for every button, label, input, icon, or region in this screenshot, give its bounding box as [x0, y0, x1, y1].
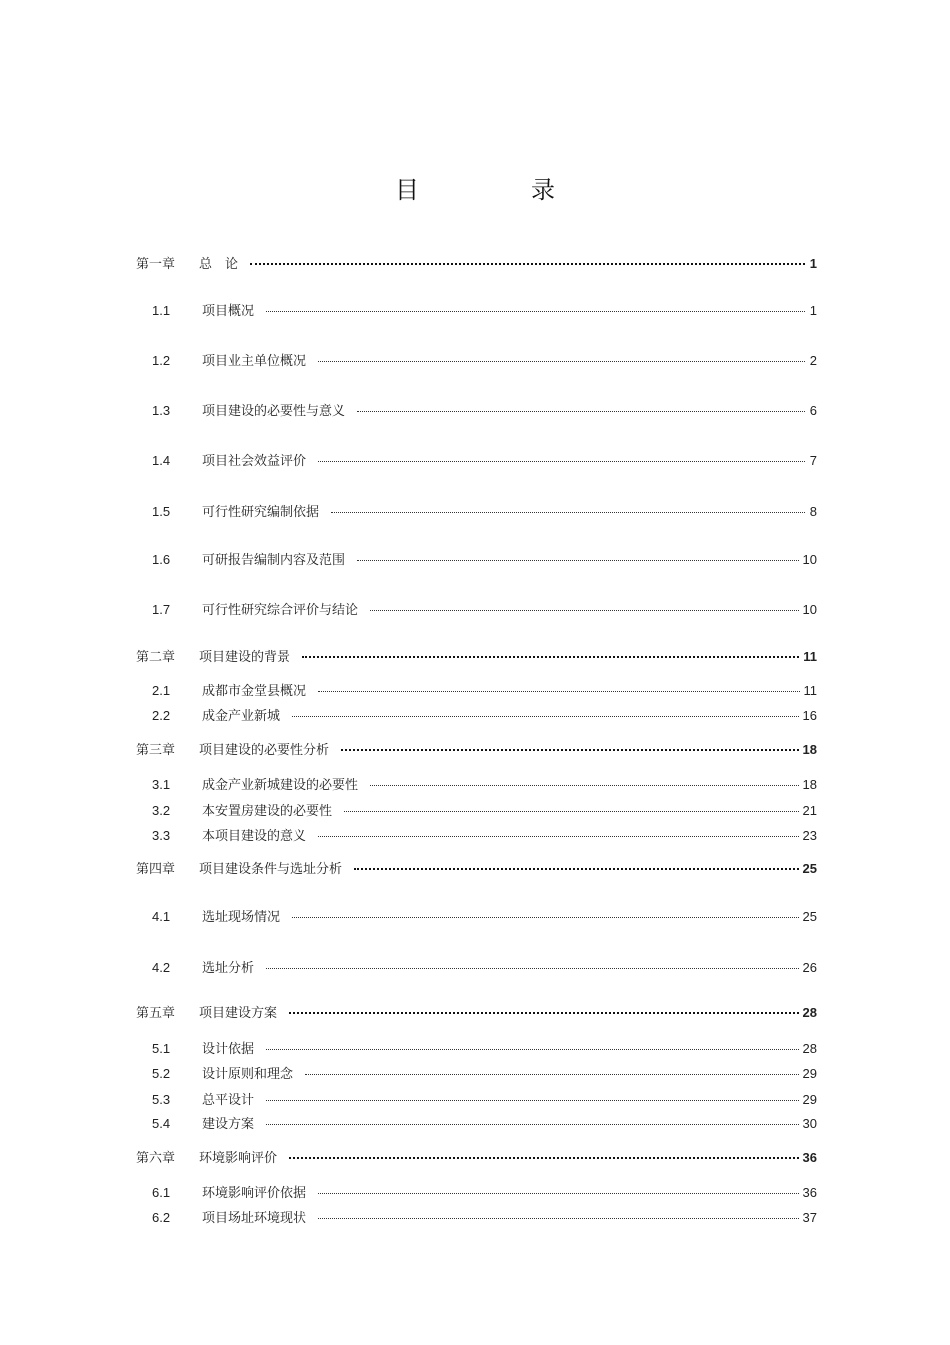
- dot-leader: [302, 656, 799, 658]
- toc-title: 项目建设方案: [199, 1006, 278, 1021]
- dot-leader: [318, 461, 805, 462]
- toc-page: 28: [802, 1041, 817, 1056]
- toc-number: 1.2: [152, 353, 171, 368]
- toc-title: 选址现场情况: [202, 910, 281, 925]
- toc-section[interactable]: [152, 776, 817, 794]
- toc-title: 本项目建设的意义: [202, 829, 307, 844]
- toc-page: 25: [802, 909, 817, 924]
- toc-page: 16: [802, 708, 817, 723]
- toc-chapter[interactable]: [136, 860, 817, 878]
- dot-leader: [370, 785, 799, 786]
- toc-title: 设计原则和理念: [202, 1067, 294, 1082]
- toc-section[interactable]: [152, 1065, 817, 1083]
- toc-number: 第六章: [136, 1151, 176, 1166]
- toc-number: 1.6: [152, 552, 171, 567]
- toc-number: 第三章: [136, 743, 176, 758]
- toc-chapter[interactable]: [136, 1004, 817, 1022]
- dot-leader: [266, 1100, 799, 1101]
- toc-number: 3.2: [152, 803, 171, 818]
- toc-page: 25: [802, 861, 817, 876]
- toc-section[interactable]: [152, 959, 817, 977]
- toc-number: 1.1: [152, 303, 171, 318]
- toc-page: 30: [802, 1116, 817, 1131]
- dot-leader: [305, 1074, 799, 1075]
- toc-number: 2.1: [152, 683, 171, 698]
- toc-number: 第一章: [136, 257, 176, 272]
- toc-section[interactable]: [152, 1091, 817, 1109]
- toc-number: 1.3: [152, 403, 171, 418]
- toc-title: 可行性研究编制依据: [202, 505, 320, 520]
- toc-section[interactable]: [152, 908, 817, 926]
- toc-title: 成都市金堂县概况: [202, 684, 307, 699]
- toc-number: 6.1: [152, 1185, 171, 1200]
- toc-page: 28: [802, 1005, 817, 1020]
- toc-number: 5.1: [152, 1041, 171, 1056]
- toc-section[interactable]: [152, 1184, 817, 1202]
- toc-title: 建设方案: [202, 1117, 255, 1132]
- toc-title: 成金产业新城建设的必要性: [202, 778, 359, 793]
- toc-number: 5.2: [152, 1066, 171, 1081]
- toc-section[interactable]: [152, 1040, 817, 1058]
- toc-page: 36: [802, 1185, 817, 1200]
- toc-title: 总平设计: [202, 1093, 255, 1108]
- dot-leader: [250, 263, 805, 265]
- dot-leader: [292, 716, 799, 717]
- toc-page: 29: [802, 1092, 817, 1107]
- dot-leader: [266, 1049, 799, 1050]
- toc-number: 2.2: [152, 708, 171, 723]
- toc-title: 环境影响评价: [199, 1151, 278, 1166]
- toc-title: 选址分析: [202, 961, 255, 976]
- toc-section[interactable]: [152, 452, 817, 470]
- dot-leader: [318, 691, 799, 692]
- toc-section[interactable]: [152, 503, 817, 521]
- dot-leader: [292, 917, 799, 918]
- toc-page: 10: [802, 602, 817, 617]
- toc-section[interactable]: [152, 827, 817, 845]
- toc-section[interactable]: [152, 707, 817, 725]
- toc-title: 项目建设的必要性与意义: [202, 404, 346, 419]
- toc-page: 2: [809, 353, 817, 368]
- toc-title: 项目建设的背景: [199, 650, 291, 665]
- toc-section[interactable]: [152, 802, 817, 820]
- toc-number: 1.4: [152, 453, 171, 468]
- toc-title: 成金产业新城: [202, 709, 281, 724]
- dot-leader: [341, 749, 799, 751]
- dot-leader: [354, 868, 799, 870]
- toc-section[interactable]: [152, 1209, 817, 1227]
- toc-number: 3.3: [152, 828, 171, 843]
- toc-title: 可行性研究综合评价与结论: [202, 603, 359, 618]
- toc-page: 36: [802, 1150, 817, 1165]
- dot-leader: [318, 1193, 799, 1194]
- toc-title: 可研报告编制内容及范围: [202, 553, 346, 568]
- toc-page: 1: [809, 303, 817, 318]
- toc-title: 项目社会效益评价: [202, 454, 307, 469]
- toc-number: 第二章: [136, 650, 176, 665]
- dot-leader: [289, 1157, 799, 1159]
- toc-page: 18: [802, 777, 817, 792]
- dot-leader: [266, 311, 805, 312]
- dot-leader: [357, 560, 799, 561]
- toc-page: 10: [802, 552, 817, 567]
- toc-page: 18: [802, 742, 817, 757]
- toc-page: 21: [802, 803, 817, 818]
- dot-leader: [318, 361, 805, 362]
- toc-number: 4.1: [152, 909, 171, 924]
- toc-page: 37: [802, 1210, 817, 1225]
- page-title: 目 录: [395, 176, 599, 204]
- dot-leader: [357, 411, 805, 412]
- toc-number: 5.3: [152, 1092, 171, 1107]
- toc-page: 8: [809, 504, 817, 519]
- toc-title: 项目业主单位概况: [202, 354, 307, 369]
- dot-leader: [266, 968, 799, 969]
- toc-number: 1.7: [152, 602, 171, 617]
- toc-section[interactable]: [152, 402, 817, 420]
- dot-leader: [344, 811, 799, 812]
- toc-number: 1.5: [152, 504, 171, 519]
- toc-chapter[interactable]: [136, 255, 817, 273]
- toc-number: 第四章: [136, 862, 176, 877]
- toc-number: 4.2: [152, 960, 171, 975]
- toc-title: 项目建设条件与选址分析: [199, 862, 343, 877]
- toc-section[interactable]: [152, 352, 817, 370]
- toc-chapter[interactable]: [136, 741, 817, 759]
- toc-chapter[interactable]: [136, 648, 817, 666]
- toc-chapter[interactable]: [136, 1149, 817, 1167]
- dot-leader: [318, 836, 799, 837]
- toc-title: 项目场址环境现状: [202, 1211, 307, 1226]
- toc-page: 11: [803, 649, 817, 664]
- dot-leader: [318, 1218, 799, 1219]
- toc-section[interactable]: [152, 1115, 817, 1133]
- toc-page: 26: [802, 960, 817, 975]
- toc-title: 总 论: [199, 257, 239, 272]
- toc-page: 6: [809, 403, 817, 418]
- dot-leader: [266, 1124, 799, 1125]
- toc-number: 第五章: [136, 1006, 176, 1021]
- toc-title: 项目概况: [202, 304, 255, 319]
- toc-number: 6.2: [152, 1210, 171, 1225]
- toc-number: 5.4: [152, 1116, 171, 1131]
- toc-page: 23: [802, 828, 817, 843]
- toc-section[interactable]: [152, 601, 817, 619]
- toc-number: 3.1: [152, 777, 171, 792]
- toc-title: 环境影响评价依据: [202, 1186, 307, 1201]
- toc-title: 设计依据: [202, 1042, 255, 1057]
- toc-section[interactable]: [152, 682, 817, 700]
- toc-section[interactable]: [152, 551, 817, 569]
- dot-leader: [370, 610, 799, 611]
- toc-section[interactable]: [152, 302, 817, 320]
- toc-page: 1: [809, 256, 817, 271]
- dot-leader: [331, 512, 805, 513]
- toc-title: 项目建设的必要性分析: [199, 743, 330, 758]
- toc-page: 11: [803, 683, 817, 698]
- dot-leader: [289, 1012, 799, 1014]
- toc-title: 本安置房建设的必要性: [202, 804, 333, 819]
- toc-page: 29: [802, 1066, 817, 1081]
- toc-page: 7: [809, 453, 817, 468]
